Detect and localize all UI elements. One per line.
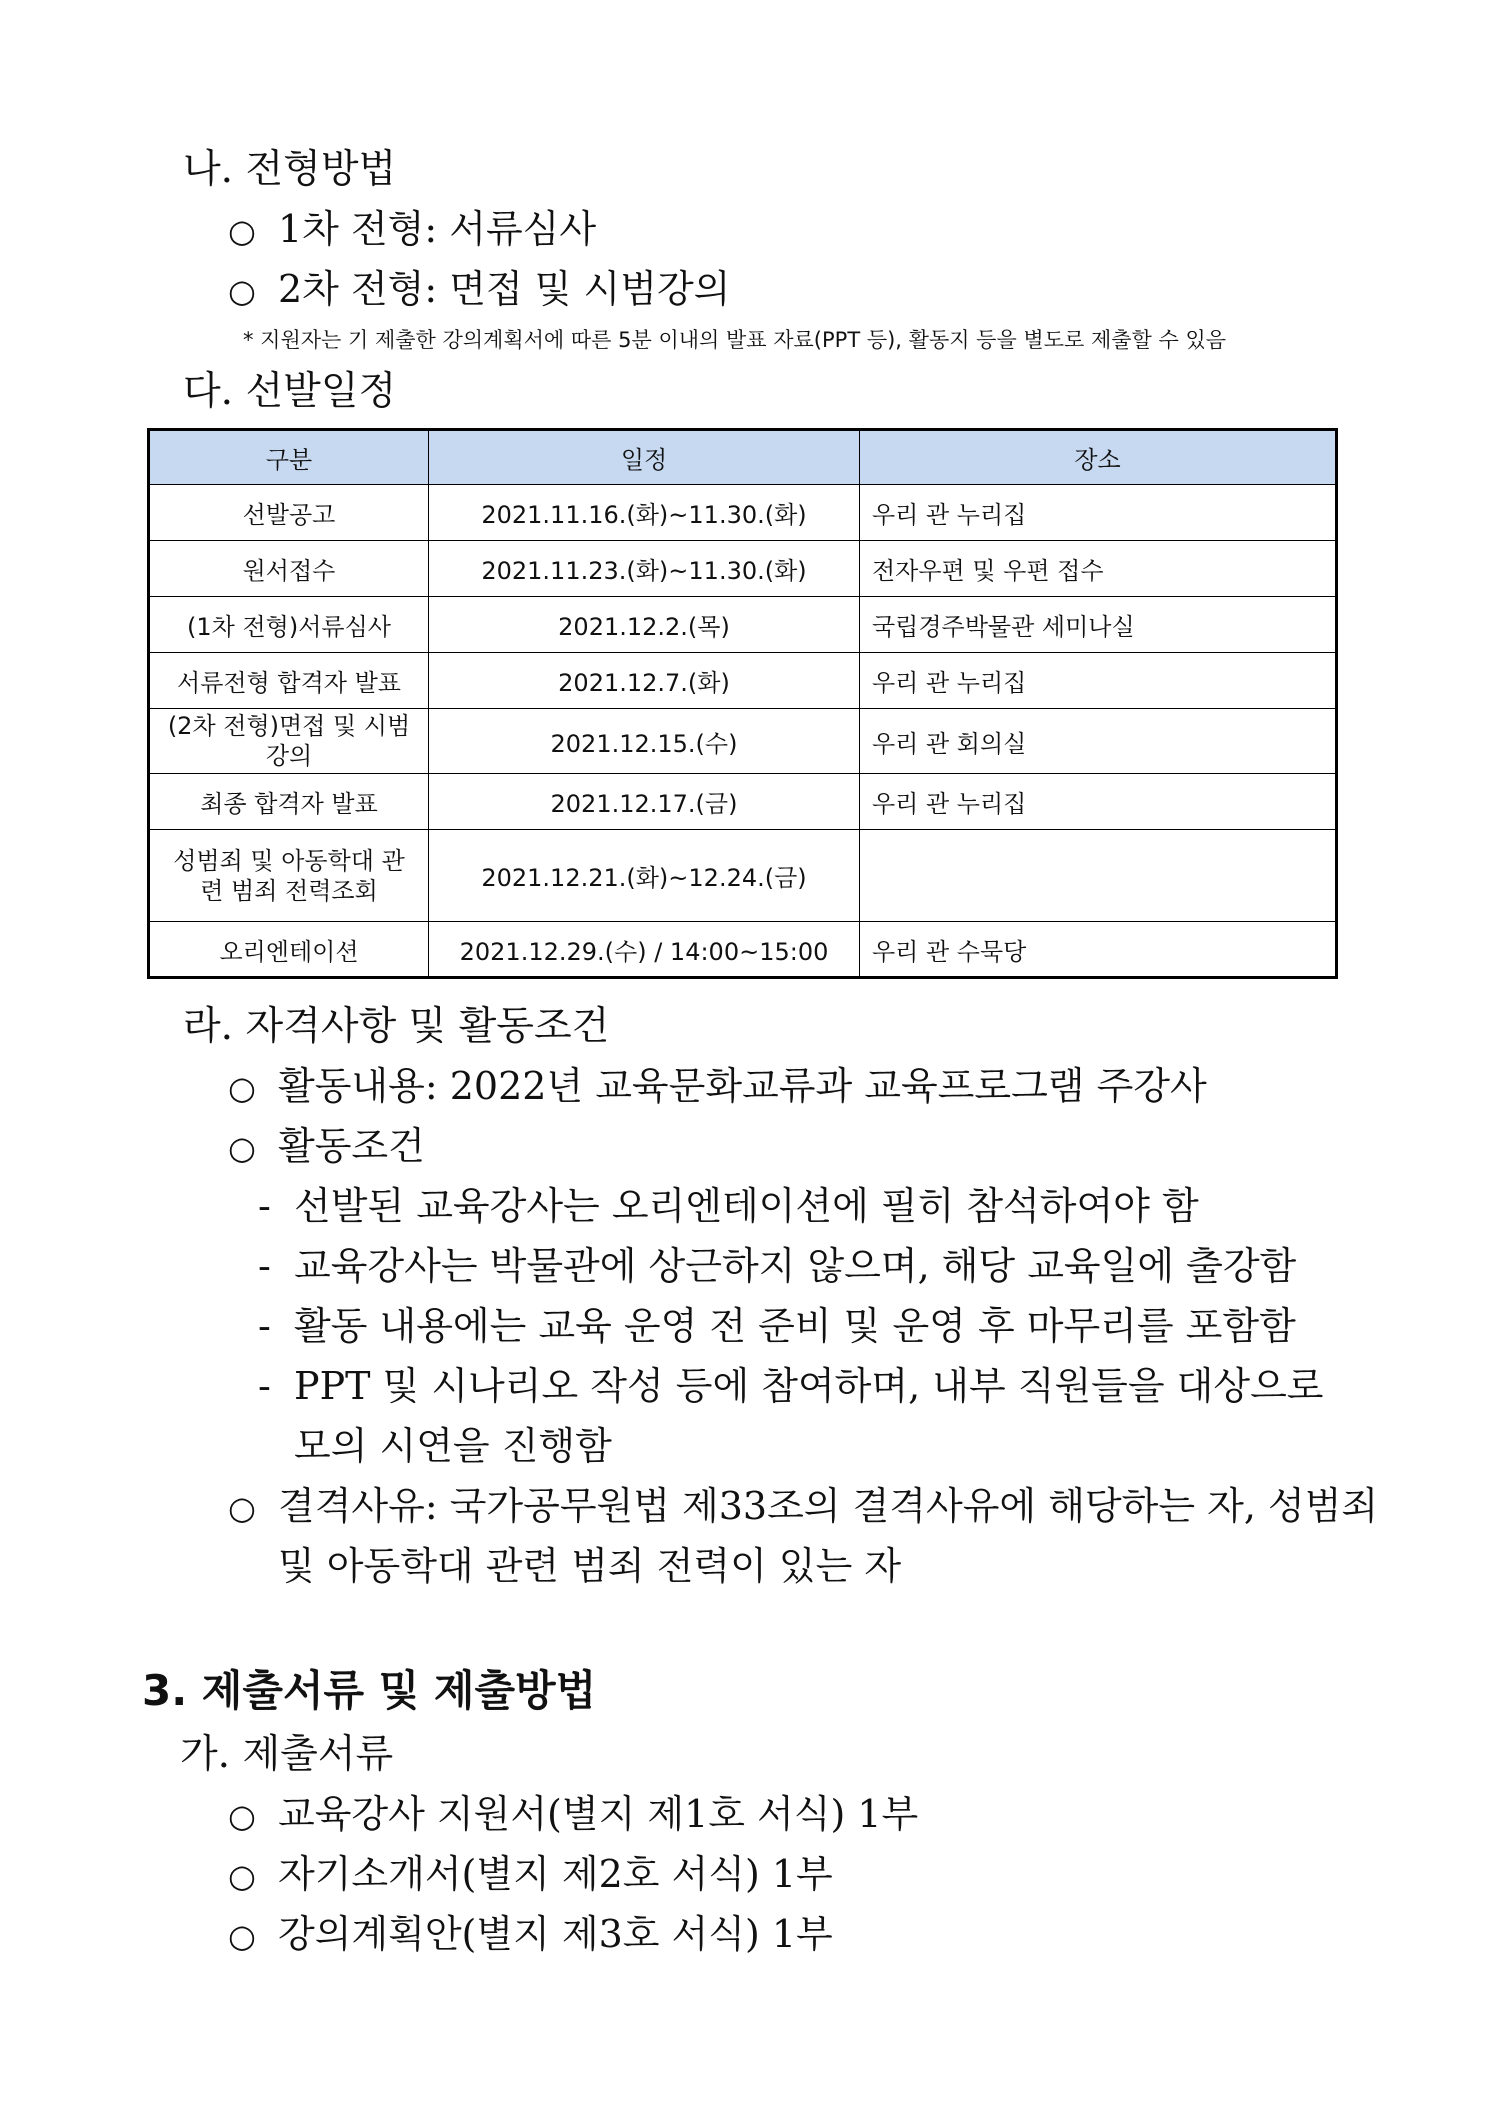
table-cell: 우리 관 수묵당 bbox=[860, 922, 1337, 978]
bullet: ○ bbox=[228, 1857, 256, 1895]
section-title-schedule: 다. 선발일정 bbox=[183, 369, 397, 414]
table-cell: 2021.12.2.(목) bbox=[429, 597, 860, 653]
table-cell: (2차 전형)면접 및 시범강의 bbox=[149, 709, 429, 774]
bullet: ○ bbox=[228, 1069, 256, 1107]
list-item: ○ 강의계획안(별지 제3호 서식) 1부 bbox=[228, 1912, 833, 1956]
table-cell: 2021.12.7.(화) bbox=[429, 653, 860, 709]
table-row bbox=[149, 597, 1337, 653]
dash-item: - PPT 및 시나리오 작성 등에 참여하며, 내부 직원들을 대상으로 bbox=[258, 1364, 1324, 1408]
dash-item: - 교육강사는 박물관에 상근하지 않으며, 해당 교육일에 출강함 bbox=[258, 1244, 1297, 1288]
table-cell: 2021.12.29.(수) / 14:00~15:00 bbox=[429, 922, 860, 978]
table-cell: 서류전형 합격자 발표 bbox=[149, 653, 429, 709]
section-heading-documents: 3. 제출서류 및 제출방법 bbox=[142, 1666, 597, 1715]
dash-item-continued: 모의 시연을 진행함 bbox=[294, 1424, 612, 1468]
dash-item: - 활동 내용에는 교육 운영 전 준비 및 운영 후 마무리를 포함함 bbox=[258, 1304, 1296, 1348]
list-item: ○ 2차 전형: 면접 및 시범강의 bbox=[228, 267, 731, 311]
bullet: ○ bbox=[228, 1917, 256, 1955]
table-cell: 선발공고 bbox=[149, 485, 429, 541]
list-item: ○ 1차 전형: 서류심사 bbox=[228, 207, 597, 251]
bullet: ○ bbox=[228, 272, 256, 310]
table-cell: 최종 합격자 발표 bbox=[149, 774, 429, 830]
bullet: ○ bbox=[228, 1489, 256, 1527]
table-cell: 국립경주박물관 세미나실 bbox=[860, 597, 1337, 653]
table-cell: 전자우편 및 우편 접수 bbox=[860, 541, 1337, 597]
table-cell: 2021.12.21.(화)~12.24.(금) bbox=[429, 830, 860, 922]
table-row bbox=[149, 653, 1337, 709]
table-cell: 2021.11.16.(화)~11.30.(화) bbox=[429, 485, 860, 541]
bullet: ○ bbox=[228, 1797, 256, 1835]
section-title-qualifications: 라. 자격사항 및 활동조건 bbox=[183, 1004, 610, 1049]
table-cell: 우리 관 회의실 bbox=[860, 709, 1337, 774]
list-item: ○ 교육강사 지원서(별지 제1호 서식) 1부 bbox=[228, 1792, 919, 1836]
dash-item: - 선발된 교육강사는 오리엔테이션에 필히 참석하여야 함 bbox=[258, 1184, 1199, 1228]
list-item: ○ 활동조건 bbox=[228, 1124, 425, 1168]
list-item: ○ 결격사유: 국가공무원법 제33조의 결격사유에 해당하는 자, 성범죄 bbox=[228, 1484, 1379, 1528]
table-cell: 오리엔테이션 bbox=[149, 922, 429, 978]
section-title-screening-method: 나. 전형방법 bbox=[183, 147, 397, 192]
list-item-continued: 및 아동학대 관련 범죄 전력이 있는 자 bbox=[278, 1544, 902, 1588]
table-cell: (1차 전형)서류심사 bbox=[149, 597, 429, 653]
footnote: * 지원자는 기 제출한 강의계획서에 따른 5분 이내의 발표 자료(PPT 등), 활동지 등을 별도로 제출할 수 있음 bbox=[243, 328, 1227, 352]
table-row bbox=[149, 830, 1337, 922]
table-cell: 2021.12.17.(금) bbox=[429, 774, 860, 830]
table-cell: 2021.12.15.(수) bbox=[429, 709, 860, 774]
list-item: ○ 활동내용: 2022년 교육문화교류과 교육프로그램 주강사 bbox=[228, 1064, 1207, 1108]
table-row bbox=[149, 922, 1337, 978]
schedule-table bbox=[147, 428, 1338, 979]
table-row bbox=[149, 541, 1337, 597]
table-cell: 2021.11.23.(화)~11.30.(화) bbox=[429, 541, 860, 597]
col-header: 일정 bbox=[429, 430, 860, 485]
list-item: ○ 자기소개서(별지 제2호 서식) 1부 bbox=[228, 1852, 833, 1896]
subsection-title: 가. 제출서류 bbox=[180, 1732, 394, 1777]
table-cell: 성범죄 및 아동학대 관련 범죄 전력조회 bbox=[149, 830, 429, 922]
table-cell: 우리 관 누리집 bbox=[860, 653, 1337, 709]
table-cell bbox=[860, 830, 1337, 922]
table-cell: 원서접수 bbox=[149, 541, 429, 597]
table-header-row bbox=[149, 430, 1337, 485]
bullet: ○ bbox=[228, 1129, 256, 1167]
table-cell: 우리 관 누리집 bbox=[860, 774, 1337, 830]
bullet: ○ bbox=[228, 212, 256, 250]
col-header: 장소 bbox=[860, 430, 1337, 485]
table-cell: 우리 관 누리집 bbox=[860, 485, 1337, 541]
table-row bbox=[149, 709, 1337, 774]
table-row bbox=[149, 485, 1337, 541]
col-header: 구분 bbox=[149, 430, 429, 485]
table-row bbox=[149, 774, 1337, 830]
